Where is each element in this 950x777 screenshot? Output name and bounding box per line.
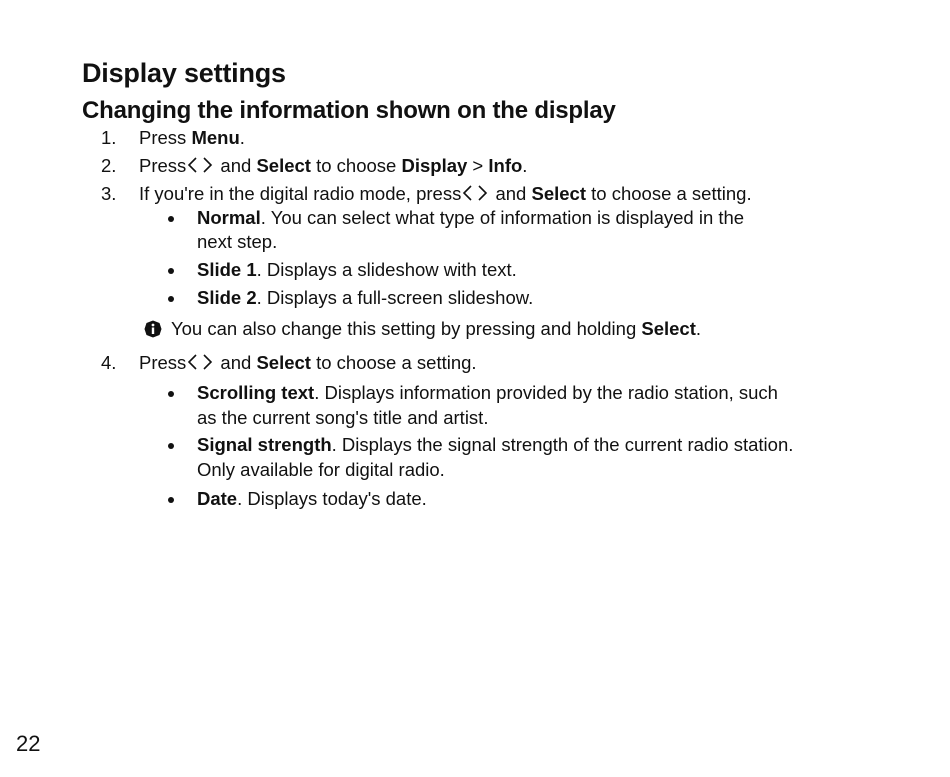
step-text: to choose: [310, 155, 402, 176]
option-name: Slide 2: [197, 287, 257, 308]
step-text: Press: [139, 352, 187, 373]
bullet: [168, 216, 174, 222]
option-description: . Displays a slideshow with text.: [256, 259, 517, 280]
left-right-arrows-icon: [187, 353, 213, 371]
option-description-cont: as the current song's title and artist.: [197, 407, 489, 428]
note-body: .: [695, 318, 702, 339]
page-number: 22: [16, 731, 41, 756]
note-text: [171, 317, 701, 341]
left-right-arrows-icon: [462, 184, 488, 202]
bullet: [168, 391, 174, 397]
step-text: and: [215, 352, 257, 373]
option-name: Date: [197, 488, 238, 509]
step-bold-term: Select: [531, 183, 586, 204]
option-name: Scrolling text: [197, 382, 315, 403]
step-1-text: [139, 126, 245, 150]
step-bold-term: Info: [488, 155, 523, 176]
step-text: to choose a setting.: [310, 352, 477, 373]
option-description: . You can select what type of information is displayed in the: [260, 207, 745, 228]
option-item: [197, 286, 533, 310]
info-icon: [144, 320, 162, 338]
option-description: . Displays the signal strength of the current radio station.: [331, 434, 794, 455]
step-text: to choose a setting.: [586, 183, 752, 204]
option-description-cont: Only available for digital radio.: [197, 459, 445, 480]
step-3-text: [139, 182, 752, 206]
option-item: [197, 433, 793, 457]
option-item: [197, 487, 427, 511]
step-bold-term: Select: [256, 352, 311, 373]
note-body: You can also change this setting by pressing and holding: [171, 318, 642, 339]
bullet: [168, 268, 174, 274]
step-bold-term: Menu: [191, 127, 240, 148]
step-bold-term: Select: [256, 155, 311, 176]
option-item: [197, 206, 744, 230]
step-text: Press: [139, 155, 187, 176]
section-title: Changing the information shown on the display: [82, 97, 616, 124]
step-bold-term: Display: [401, 155, 468, 176]
option-name: Slide 1: [197, 259, 257, 280]
bullet: [168, 497, 174, 503]
option-name: Normal: [197, 207, 261, 228]
step-number: 2.: [101, 155, 117, 176]
option-description-cont: next step.: [197, 231, 278, 252]
option-description: . Displays today's date.: [237, 488, 427, 509]
page-title: Display settings: [82, 58, 286, 88]
step-text: and: [490, 183, 532, 204]
step-text: and: [215, 155, 257, 176]
step-text: If you're in the digital radio mode, press: [139, 183, 462, 204]
bullet: [168, 443, 174, 449]
option-item: [197, 258, 517, 282]
step-text: .: [522, 155, 528, 176]
step-number: 4.: [101, 352, 117, 373]
step-number: 3.: [101, 183, 117, 204]
option-name: Signal strength: [197, 434, 332, 455]
step-4-text: [139, 351, 477, 375]
step-text: Press: [139, 127, 192, 148]
option-item: [197, 381, 778, 405]
option-description: . Displays a full-screen slideshow.: [256, 287, 534, 308]
step-text: .: [239, 127, 245, 148]
bullet: [168, 296, 174, 302]
option-description: . Displays information provided by the radio station, such: [314, 382, 778, 403]
step-2-text: [139, 154, 527, 178]
step-text: >: [467, 155, 489, 176]
note-bold-term: Select: [641, 318, 696, 339]
left-right-arrows-icon: [187, 156, 213, 174]
step-number: 1.: [101, 127, 117, 148]
